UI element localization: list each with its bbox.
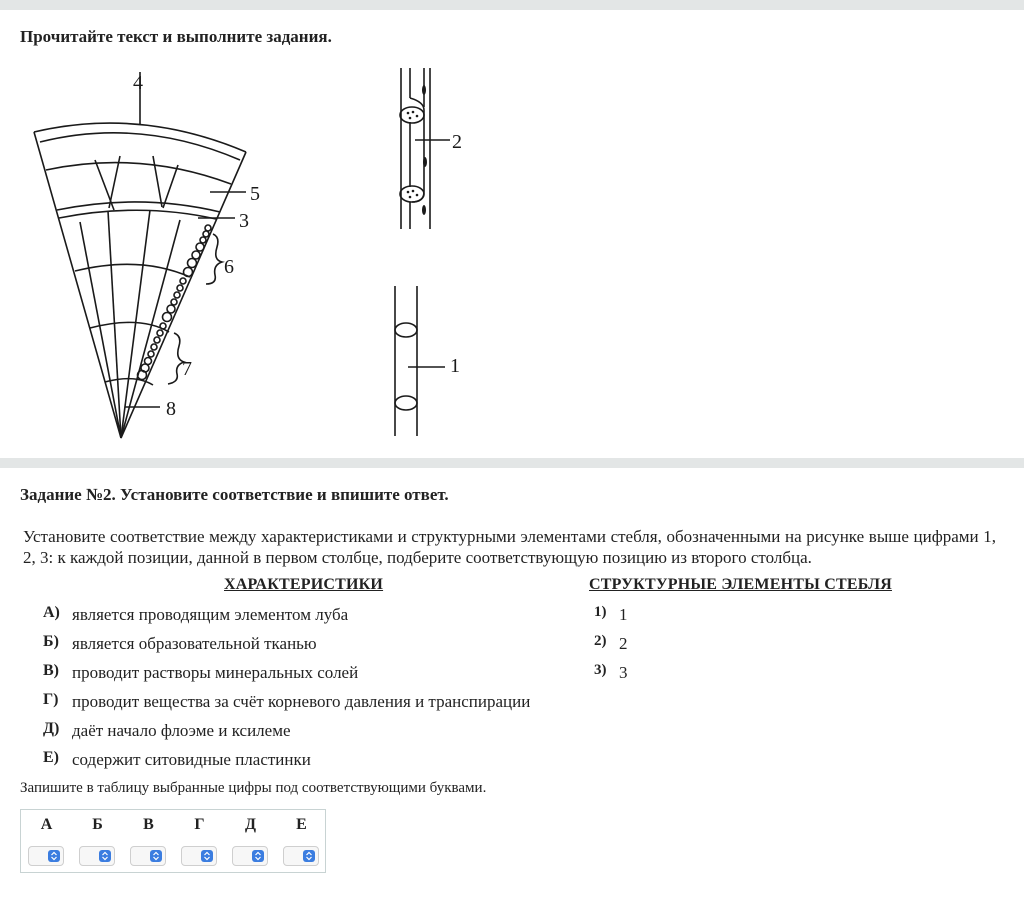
element-text: 2 [619,634,628,653]
row-letter: Д) [43,720,60,737]
answer-select-e[interactable] [283,846,319,866]
answer-col-header: А [40,816,53,833]
elements-header: СТРУКТУРНЫЕ ЭЛЕМЕНТЫ СТЕБЛЯ [589,576,892,593]
answer-col-header: Е [296,816,307,833]
answer-select-b[interactable] [79,846,115,866]
select-arrows-icon [150,850,162,862]
row-text: проводит вещества за счёт корневого давления и транспирации [72,692,531,711]
section-divider [0,458,1024,468]
row-letter: В) [43,662,59,679]
element-number: 1) [594,604,607,620]
answer-select-g[interactable] [181,846,217,866]
row-text: даёт начало флоэме и ксилеме [72,721,291,740]
task-title: Задание №2. Установите соответствие и впишите ответ. [20,485,449,504]
answer-select-d[interactable] [232,846,268,866]
row-letter: Е) [43,749,59,766]
answer-instruction: Запишите в таблицу выбранные цифры под соответствующими буквами. [20,780,487,796]
label-8: 8 [166,398,176,420]
label-2: 2 [452,131,462,153]
label-5: 5 [250,183,260,205]
label-6: 6 [224,256,234,278]
characteristics-header: ХАРАКТЕРИСТИКИ [224,576,384,593]
row-letter: А) [43,604,60,621]
answer-select-v[interactable] [130,846,166,866]
element-number: 3) [594,662,607,678]
stem-figure [20,62,490,447]
select-arrows-icon [99,850,111,862]
row-letter: Г) [43,691,59,708]
label-7: 7 [182,358,192,380]
select-arrows-icon [201,850,213,862]
select-arrows-icon [303,850,315,862]
label-4: 4 [133,72,143,94]
element-text: 3 [619,663,628,682]
label-3: 3 [239,210,249,232]
label-1: 1 [450,355,460,377]
select-arrows-icon [252,850,264,862]
row-text: содержит ситовидные пластинки [72,750,311,769]
instruction-heading: Прочитайте текст и выполните задания. [20,27,332,46]
element-text: 1 [619,605,628,624]
select-arrows-icon [48,850,60,862]
answer-col-header: Д [244,816,256,833]
element-number: 2) [594,633,607,649]
top-band [0,0,1024,10]
task-intro: Установите соответствие между характеристиками и структурными элементами стебля, обозначенными на рисунке выше цифрами 1, 2, 3: к каждой позиции, данной в первом столбце, подберите соответствующую позицию из второго столбца. [23,527,996,567]
answer-col-header: Б [92,816,103,833]
answer-select-a[interactable] [28,846,64,866]
row-letter: Б) [43,633,59,650]
answer-col-header: В [143,816,154,833]
row-text: является проводящим элементом луба [72,605,349,624]
answer-table [20,809,326,873]
row-text: проводит растворы минеральных солей [72,663,359,682]
row-text: является образовательной тканью [72,634,317,653]
answer-col-header: Г [194,816,205,833]
